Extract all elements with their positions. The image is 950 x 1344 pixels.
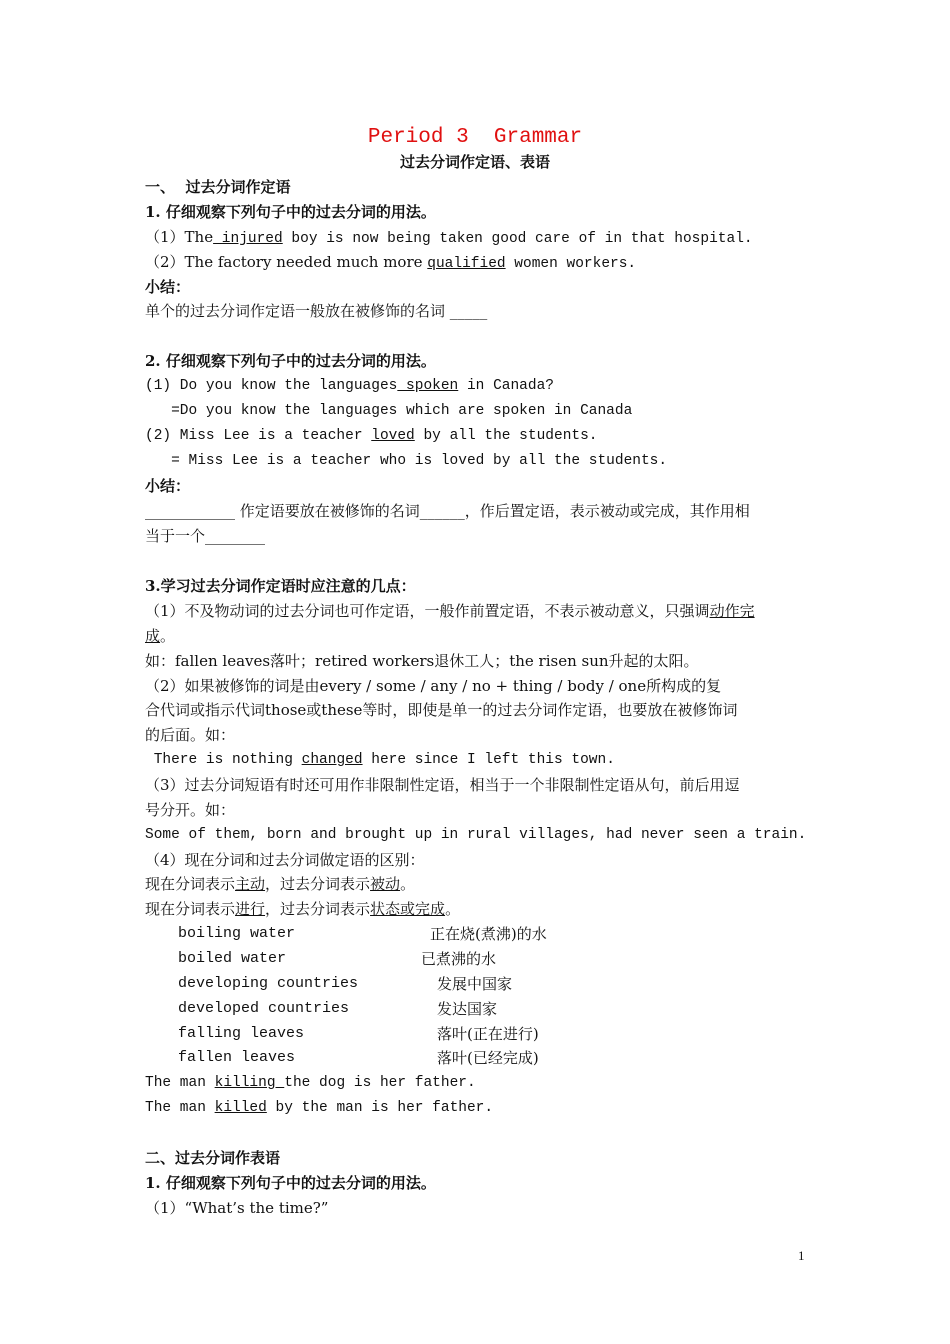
- q2-summary-line-1: ____________ 作定语要放在被修饰的名词______，作后置定语，表示被动或完成，其作用相: [145, 502, 750, 520]
- section-1-heading: 一、 过去分词作定语: [145, 178, 291, 196]
- q3-point-2-line-3: 的后面。如：: [145, 726, 236, 744]
- q1-example-1: （1）The injured boy is now being taken good care of in that hospital.: [145, 228, 753, 247]
- q3-point-3-line-2: 号分开。如：: [145, 801, 236, 819]
- q1-summary: 单个的过去分词作定语一般放在被修饰的名词 _____: [145, 302, 488, 320]
- page-subtitle: 过去分词作定语、表语: [399, 153, 550, 171]
- page-title: Period 3 Grammar: [367, 126, 583, 149]
- q3-heading: 3.学习过去分词作定语时应注意的几点：: [145, 577, 416, 595]
- example-killed: The man killed by the man is her father.: [145, 1100, 494, 1116]
- q3-point-1-line-2: 成。: [145, 627, 176, 645]
- q3-point-2-example: There is nothing changed here since I left this town.: [145, 752, 615, 768]
- q2-example-2-rewrite: = Miss Lee is a teacher who is loved by all the students.: [145, 453, 668, 469]
- q1-example-2: （2）The factory needed much more qualified women workers.: [145, 253, 637, 272]
- q2-example-2: (2) Miss Lee is a teacher loved by all the students.: [145, 428, 598, 444]
- q3-point-1-example: 如：fallen leaves落叶；retired workers退休工人；the risen sun升起的太阳。: [145, 652, 699, 670]
- q3-point-1-line-1: （1）不及物动词的过去分词也可作定语，一般作前置定语，不表示被动意义，只强调动作完: [145, 602, 755, 620]
- pair-zh: 发达国家: [437, 1000, 498, 1018]
- s2-q1-heading: 1. 仔细观察下列句子中的过去分词的用法。: [145, 1174, 436, 1192]
- section-2-heading: 二、过去分词作表语: [145, 1149, 281, 1167]
- pair-zh: 已煮沸的水: [421, 950, 497, 968]
- q3-point-4-line-1: 现在分词表示主动，过去分词表示被动。: [145, 875, 416, 893]
- q3-point-3-line-1: （3）过去分词短语有时还可用作非限制性定语，相当于一个非限制性定语从句，前后用逗: [145, 776, 740, 794]
- page-number: 1: [798, 1248, 805, 1263]
- pair-en: boiling water: [178, 925, 296, 942]
- pair-zh: 落叶(正在进行): [437, 1025, 539, 1043]
- s2-example-1: （1）“What’s the time?”: [145, 1199, 329, 1217]
- q1-summary-label: 小结：: [145, 278, 191, 296]
- q2-summary-line-2: 当于一个________: [145, 527, 266, 545]
- q2-example-1: (1) Do you know the languages spoken in Canada?: [145, 378, 554, 394]
- q2-summary-label: 小结：: [145, 477, 191, 495]
- q1-heading: 1. 仔细观察下列句子中的过去分词的用法。: [145, 203, 436, 221]
- q2-heading: 2. 仔细观察下列句子中的过去分词的用法。: [145, 352, 436, 370]
- pair-en: boiled water: [178, 950, 287, 967]
- q3-point-4-heading: （4）现在分词和过去分词做定语的区别：: [145, 851, 425, 869]
- pair-zh: 发展中国家: [437, 975, 513, 993]
- pair-zh: 正在烧(煮沸)的水: [430, 925, 547, 943]
- example-killing: The man killing the dog is her father.: [145, 1075, 476, 1091]
- pair-en: developing countries: [178, 975, 359, 992]
- pair-en: falling leaves: [178, 1025, 305, 1042]
- q3-point-2-line-1: （2）如果被修饰的词是由every / some / any / no + thing / body / one所构成的复: [145, 677, 722, 695]
- q3-point-2-line-2: 合代词或指示代词those或these等时，即使是单一的过去分词作定语，也要放在被修饰词: [145, 701, 738, 719]
- q2-example-1-rewrite: =Do you know the languages which are spoken in Canada: [145, 403, 633, 419]
- pair-en: developed countries: [178, 1000, 350, 1017]
- q3-point-4-line-2: 现在分词表示进行，过去分词表示状态或完成。: [145, 900, 461, 918]
- q3-point-3-example: Some of them, born and brought up in rural villages, had never seen a train.: [145, 827, 807, 843]
- pair-en: fallen leaves: [178, 1049, 296, 1066]
- pair-zh: 落叶(已经完成): [437, 1049, 539, 1067]
